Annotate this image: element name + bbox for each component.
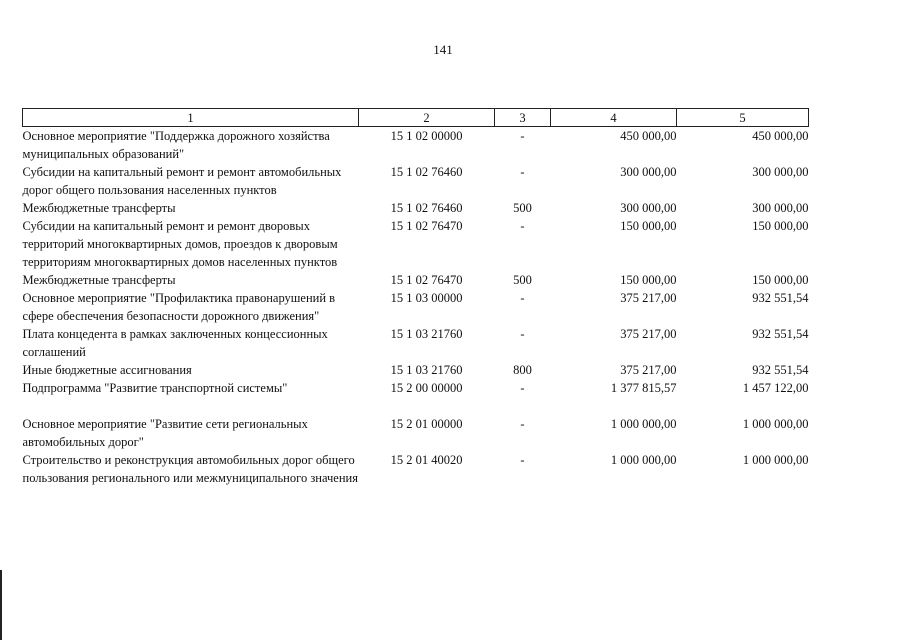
row-name: Субсидии на капитальный ремонт и ремонт дворовых территорий многоквартирных домов, проездов к дворовым территориям многоквартирных домов населенных пунктов bbox=[22, 219, 338, 269]
row-name: Иные бюджетные ассигнования bbox=[22, 363, 192, 377]
row-sum1: 1 000 000,00 bbox=[610, 453, 677, 467]
row-vr: - bbox=[520, 219, 525, 233]
row-code: 15 1 02 76460 bbox=[390, 201, 463, 215]
header-cell-name: 1 bbox=[23, 109, 359, 127]
row-name: Основное мероприятие "Развитие сети региональных автомобильных дорог" bbox=[22, 417, 308, 449]
row-vr: 500 bbox=[513, 201, 532, 215]
row-name: Субсидии на капитальный ремонт и ремонт автомобильных дорог общего пользования населенных пунктов bbox=[22, 165, 342, 197]
row-sum1: 150 000,00 bbox=[620, 219, 677, 233]
row-vr: - bbox=[520, 381, 525, 395]
row-sum1: 300 000,00 bbox=[620, 201, 677, 215]
row-vr: - bbox=[520, 291, 525, 305]
page-number: 141 bbox=[433, 42, 453, 57]
budget-table bbox=[22, 108, 809, 487]
row-name: Подпрограмма "Развитие транспортной системы" bbox=[22, 381, 288, 395]
row-name: Межбюджетные трансферты bbox=[22, 201, 176, 215]
scan-edge-line bbox=[0, 570, 2, 640]
row-sum2: 300 000,00 bbox=[752, 201, 809, 215]
row-sum2: 150 000,00 bbox=[752, 219, 809, 233]
header-row bbox=[23, 109, 809, 127]
row-sum1: 375 217,00 bbox=[620, 327, 677, 341]
row-vr: - bbox=[520, 453, 525, 467]
row-code: 15 1 02 76460 bbox=[390, 165, 463, 179]
row-sum1: 450 000,00 bbox=[620, 129, 677, 143]
table-row bbox=[23, 379, 809, 397]
row-sum2: 150 000,00 bbox=[752, 273, 809, 287]
table-row bbox=[23, 217, 809, 271]
row-vr: 500 bbox=[513, 273, 532, 287]
row-sum2: 1 457 122,00 bbox=[742, 381, 809, 395]
table-row bbox=[23, 199, 809, 217]
header-cell-sum1: 4 bbox=[551, 109, 677, 127]
row-sum2: 932 551,54 bbox=[752, 363, 809, 377]
row-code: 15 1 02 00000 bbox=[390, 129, 463, 143]
spacer-row bbox=[23, 397, 809, 415]
table-row bbox=[23, 127, 809, 164]
row-code: 15 1 03 21760 bbox=[390, 327, 463, 341]
row-vr: - bbox=[520, 327, 525, 341]
row-sum1: 375 217,00 bbox=[620, 291, 677, 305]
row-vr: - bbox=[520, 165, 525, 179]
row-code: 15 2 01 40020 bbox=[390, 453, 463, 467]
table-row bbox=[23, 163, 809, 199]
row-sum1: 300 000,00 bbox=[620, 165, 677, 179]
table-row bbox=[23, 271, 809, 289]
row-sum1: 375 217,00 bbox=[620, 363, 677, 377]
row-name: Основное мероприятие "Профилактика правонарушений в сфере обеспечения безопасности дорожного движения" bbox=[22, 291, 336, 323]
table-row bbox=[23, 361, 809, 379]
header-cell-vr: 3 bbox=[495, 109, 551, 127]
row-vr: - bbox=[520, 417, 525, 431]
row-code: 15 2 00 00000 bbox=[390, 381, 463, 395]
table-row bbox=[23, 325, 809, 361]
row-code: 15 1 02 76470 bbox=[390, 273, 463, 287]
table-row bbox=[23, 451, 809, 487]
row-sum1: 150 000,00 bbox=[620, 273, 677, 287]
row-sum1: 1 000 000,00 bbox=[610, 417, 677, 431]
table-row bbox=[23, 289, 809, 325]
table-row bbox=[23, 415, 809, 451]
row-name: Основное мероприятие "Поддержка дорожного хозяйства муниципальных образований" bbox=[22, 129, 330, 161]
row-sum2: 300 000,00 bbox=[752, 165, 809, 179]
row-name: Межбюджетные трансферты bbox=[22, 273, 176, 287]
row-code: 15 1 03 21760 bbox=[390, 363, 463, 377]
row-code: 15 2 01 00000 bbox=[390, 417, 463, 431]
row-name: Строительство и реконструкция автомобильных дорог общего пользования регионального или межмуниципального значения bbox=[22, 453, 358, 485]
header-cell-code: 2 bbox=[359, 109, 495, 127]
row-sum2: 450 000,00 bbox=[752, 129, 809, 143]
row-code: 15 1 02 76470 bbox=[390, 219, 463, 233]
row-vr: 800 bbox=[513, 363, 532, 377]
row-sum2: 1 000 000,00 bbox=[742, 417, 809, 431]
row-sum1: 1 377 815,57 bbox=[610, 381, 677, 395]
row-vr: - bbox=[520, 129, 525, 143]
row-sum2: 1 000 000,00 bbox=[742, 453, 809, 467]
row-sum2: 932 551,54 bbox=[752, 291, 809, 305]
row-name: Плата концедента в рамках заключенных концессионных соглашений bbox=[22, 327, 328, 359]
header-cell-sum2: 5 bbox=[677, 109, 809, 127]
row-code: 15 1 03 00000 bbox=[390, 291, 463, 305]
row-sum2: 932 551,54 bbox=[752, 327, 809, 341]
